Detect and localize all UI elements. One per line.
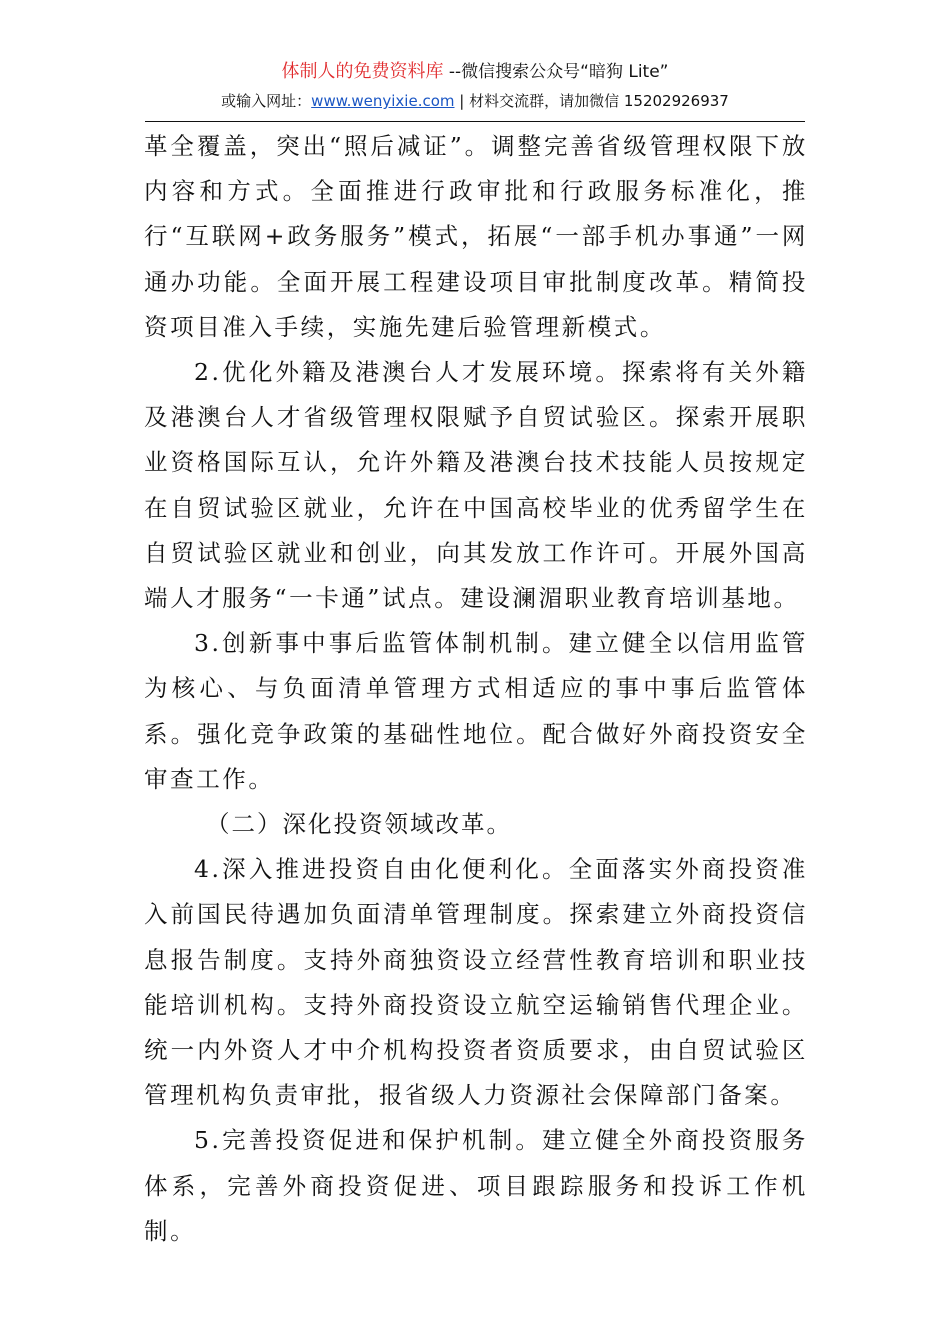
header-line-1	[0, 60, 950, 84]
header-url-prefix: 或输入网址：	[221, 92, 312, 110]
header-url-link[interactable]: www.wenyixie.com	[311, 92, 455, 110]
paragraph-continuation: 革全覆盖，突出“照后减证”。调整完善省级管理权限下放内容和方式。全面推进行政审批和行政服务标准化，推行“互联网+政务服务”模式，拓展“一部手机办事通”一网通办功能。全面开展工程建设项目审批制度改革。精简投资项目准入手续，实施先建后验管理新模式。	[144, 132, 808, 341]
paragraph-item-4: 4.深入推进投资自由化便利化。全面落实外商投资准入前国民待遇加负面清单管理制度。探索建立外商投资信息报告制度。支持外商独资设立经营性教育培训和职业技能培训机构。支持外商投资设立航空运输销售代理企业。统一内外资人才中介机构投资者资质要求，由自贸试验区管理机构负责审批，报省级人力资源社会保障部门备案。	[144, 855, 808, 1110]
header-contact: 材料交流群，请加微信 15202926937	[469, 92, 729, 110]
paragraph-item-5: 5.完善投资促进和保护机制。建立健全外商投资服务体系，完善外商投资促进、项目跟踪服务和投诉工作机制。	[144, 1126, 808, 1245]
section-heading: （二）深化投资领域改革。	[206, 810, 512, 839]
paragraph-item-2: 2.优化外籍及港澳台人才发展环境。探索将有关外籍及港澳台人才省级管理权限赋予自贸试验区。探索开展职业资格国际互认，允许外籍及港澳台技术技能人员按规定在自贸试验区就业，允许在中国高校毕业的优秀留学生在自贸试验区就业和创业，向其发放工作许可。开展外国高端人才服务“一卡通”试点。建设澜湄职业教育培训基地。	[144, 358, 808, 613]
document-body	[144, 124, 808, 1254]
header-brand: 体制人的免费资料库	[281, 61, 444, 82]
paragraph-item-3: 3.创新事中事后监管体制机制。建立健全以信用监管为核心、与负面清单管理方式相适应的事中事后监管体系。强化竞争政策的基础性地位。配合做好外商投资安全审查工作。	[144, 629, 808, 793]
header-rule	[145, 121, 805, 122]
header-wechat-text: --微信搜索公众号“暗狗 Lite”	[443, 62, 669, 82]
document-header	[0, 60, 950, 112]
header-line-2	[0, 90, 950, 112]
header-separator: |	[454, 92, 470, 110]
